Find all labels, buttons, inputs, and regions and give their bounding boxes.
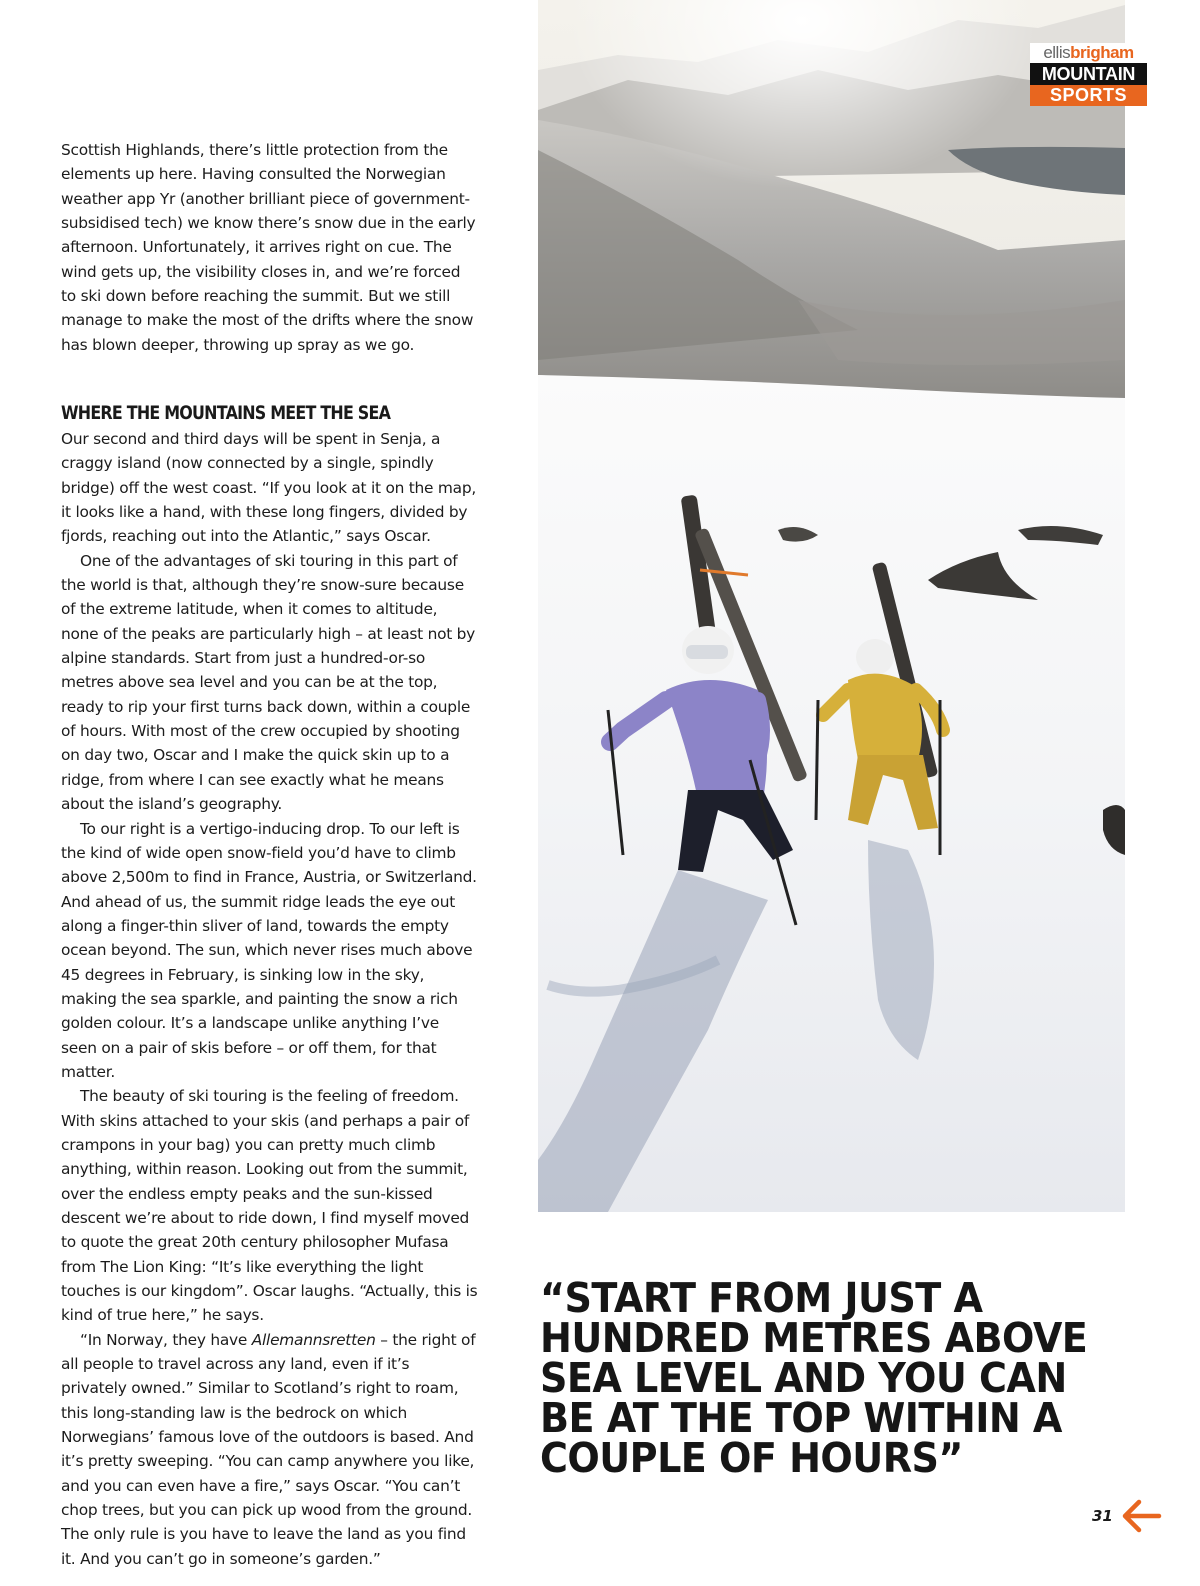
body-paragraph: The beauty of ski touring is the feeling of freedom. With skins attached to your skis (and perhaps a pair of crampons in your bag) you can pretty much climb anything, within reason. Looking out from the summit, over the endless empty peaks and the sun-kissed descent we’re about to ride down, I find myself moved to quote the great 20th century philosopher Mufasa from The Lion King: “It’s like everything the light touches is our kingdom”. Oscar laughs. “Actually, this is kind of true here,” he says. xyxy=(61,1087,478,1325)
italic-term: Allemannsretten xyxy=(251,1330,376,1349)
arrow-left-icon[interactable] xyxy=(1120,1498,1162,1534)
logo-mountain: MOUNTAIN xyxy=(1030,63,1147,85)
paragraph-text: “In Norway, they have xyxy=(80,1330,252,1349)
pull-quote-line: COUPLE OF HOURS” xyxy=(540,1434,963,1482)
logo-wordmark xyxy=(1030,43,1147,63)
pull-quote xyxy=(540,1274,1140,1482)
pull-quote-line: HUNDRED METRES ABOVE xyxy=(540,1314,1088,1362)
ski-touring-photo xyxy=(538,0,1125,1212)
logo-ellis: ellis xyxy=(1043,43,1071,62)
body-paragraph: Our second and third days will be spent in Senja, a craggy island (now connected by a single, spindly bridge) off the west coast. “If you look at it on the map, it looks like a hand, with these long fingers, divided by fjords, reaching out into the Atlantic,” says Oscar. xyxy=(61,430,476,546)
page-number: 31 xyxy=(1092,1507,1113,1525)
brand-logo xyxy=(1030,43,1147,106)
paragraph-text: – the right of all people to travel across any land, even if it’s privately owned.” Similar to Scotland’s right to roam, this long-standing law is the bedrock on which Norwegians’ famous love of the outdoors is based. And it’s pretty sweeping. “You can camp anywhere you like, and you can even have a fire,” says Oscar. “You can’t chop trees, but you can pick up wood from the ground. The only rule is you have to leave the land as you find it. And you can’t go in someone’s garden.” xyxy=(61,1330,476,1568)
body-column-top xyxy=(61,138,479,357)
logo-brigham: brigham xyxy=(1070,43,1134,62)
body-paragraph: One of the advantages of ski touring in this part of the world is that, although they’re snow-sure because of the extreme latitude, when it comes to altitude, none of the peaks are particularly high – at least not by alpine standards. Start from just a hundred-or-so metres above sea level and you can be at the top, ready to rip your first turns back down, within a couple of hours. With most of the crew occupied by shooting on day two, Oscar and I make the quick skin up to a ridge, from where I can see exactly what he means about the island’s geography. xyxy=(61,551,476,814)
pull-quote-line: “START FROM JUST A xyxy=(540,1274,983,1322)
body-paragraph xyxy=(61,1328,479,1571)
section-heading: WHERE THE MOUNTAINS MEET THE SEA xyxy=(61,403,391,424)
logo-sports: SPORTS xyxy=(1030,85,1147,106)
pull-quote-line: BE AT THE TOP WITHIN A xyxy=(540,1394,1062,1442)
body-paragraph: To our right is a vertigo-inducing drop. To our left is the kind of wide open snow-field you’d have to climb above 2,500m to find in France, Austria, or Switzerland. And ahead of us, the summit ridge leads the eye out along a finger-thin sliver of land, towards the empty ocean beyond. The sun, which never rises much above 45 degrees in February, is sinking low in the sky, making the sea sparkle, and painting the snow a rich golden colour. It’s a landscape unlike anything I’ve seen on a pair of skis before – or off them, for that matter. xyxy=(61,819,477,1081)
body-column-section xyxy=(61,400,479,1571)
body-paragraph: Scottish Highlands, there’s little protection from the elements up here. Having consulted the Norwegian weather app Yr (another brilliant piece of government-subsidised tech) we know there’s snow due in the early afternoon. Unfortunately, it arrives right on cue. The wind gets up, the visibility closes in, and we’re forced to ski down before reaching the summit. But we still manage to make the most of the drifts where the snow has blown deeper, throwing up spray as we go. xyxy=(61,141,476,354)
pull-quote-line: SEA LEVEL AND YOU CAN xyxy=(540,1354,1067,1402)
